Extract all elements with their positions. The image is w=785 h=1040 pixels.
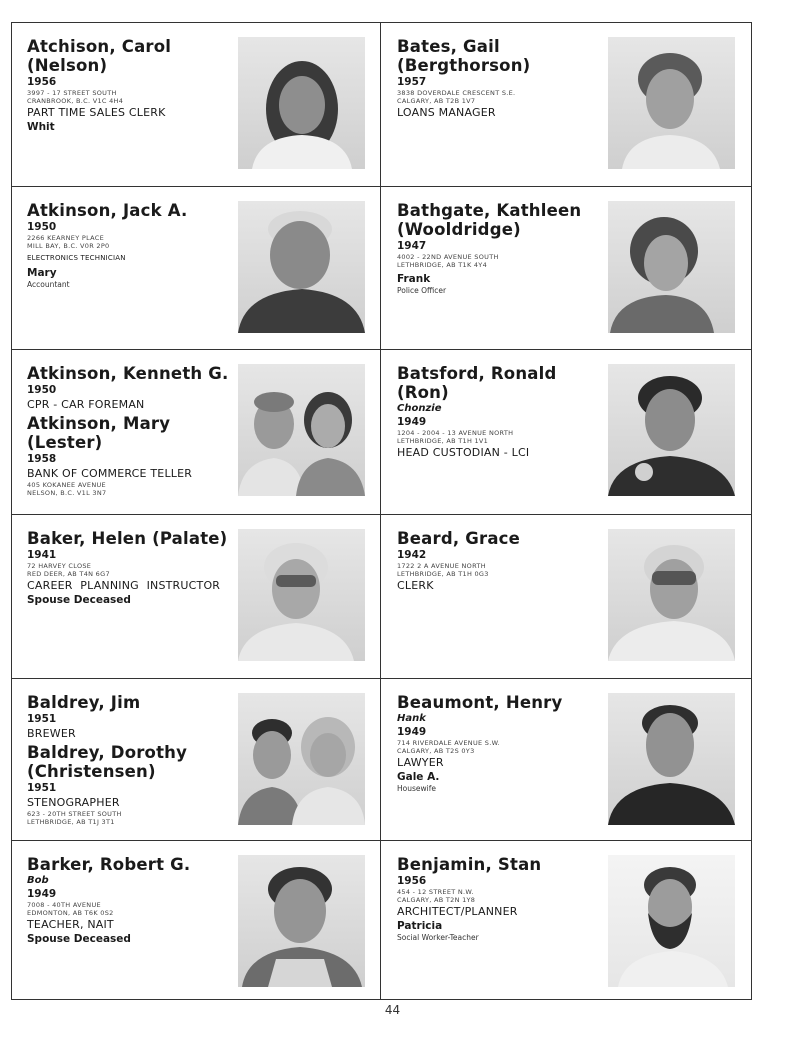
portrait-photo [608,37,735,169]
portrait-photo [238,37,365,169]
entry-occupation: CAREER PLANNING INSTRUCTOR [27,579,221,592]
entry-year: 1950 [27,384,57,396]
portrait-photo [608,693,735,825]
entry-year: 1947 [397,240,427,252]
entry-info [27,201,242,290]
entry-info [397,37,612,120]
entry-name: Bates, Gail [397,37,500,56]
entry-maiden-name: (Bergthorson) [397,56,531,75]
entry-info [397,364,612,460]
entry-name: Bathgate, Kathleen [397,201,582,220]
entry-second-name: Baldrey, Dorothy [27,743,188,762]
entry-address-line1: 3997 - 17 STREET SOUTH [27,89,117,97]
portrait-photo [238,201,365,333]
entry-info [397,855,612,943]
entry-year: 1956 [27,76,57,88]
entry-name: Barker, Robert G. [27,855,191,874]
entry-address-line2: CALGARY, AB T2S 0Y3 [397,747,475,755]
entry-occupation: PART TIME SALES CLERK [27,106,166,119]
portrait-photo [608,364,735,496]
entry-second-year: 1951 [27,782,57,794]
entry-occupation: ELECTRONICS TECHNICIAN [27,254,126,262]
yearbook-directory-grid [11,22,752,1000]
entry-second-name: Atkinson, Mary (Lester) [27,414,171,452]
entry-address-line1: 1722 2 A AVENUE NORTH [397,562,486,570]
entry-address-line1: 3838 DOVERDALE CRESCENT S.E. [397,89,516,97]
entry-address-line1: 714 RIVERDALE AVENUE S.W. [397,739,500,747]
entry-year: 1949 [397,726,427,738]
entry-address-line2: CRANBROOK, B.C. V1C 4H4 [27,97,124,105]
entry-nickname: Bob [27,875,49,886]
entry-occupation: HEAD CUSTODIAN - LCI [397,446,530,459]
entry-beard-grace [381,515,751,679]
entry-year: 1956 [397,875,427,887]
entry-occupation: LAWYER [397,756,444,769]
entry-occupation: ARCHITECT/PLANNER [397,905,518,918]
entry-benjamin-stan [381,841,751,999]
entry-maiden-name: (Wooldridge) [397,220,521,239]
page-number: 44 [384,1003,401,1017]
entry-occupation: CLERK [397,579,434,592]
entry-info [397,529,612,593]
entry-address-line1: 4002 - 22ND AVENUE SOUTH [397,253,499,261]
entry-year: 1941 [27,549,57,561]
entry-occupation: LOANS MANAGER [397,106,496,119]
portrait-photo [608,529,735,661]
entry-year: 1942 [397,549,427,561]
entry-spouse: Spouse Deceased [27,933,131,945]
entry-second-occupation: BANK OF COMMERCE TELLER [27,467,193,480]
entry-spouse: Frank [397,273,431,285]
entry-baldrey-jim-dorothy [12,679,381,841]
entry-occupation: TEACHER, NAIT [27,918,114,931]
entry-info [27,855,242,946]
portrait-photo [238,855,365,987]
entry-info [27,693,242,826]
entry-address-line1: 7008 - 40TH AVENUE [27,901,101,909]
entry-address-line1: 72 HARVEY CLOSE [27,562,92,570]
entry-address-line2: CALGARY, AB T2N 1Y8 [397,896,476,904]
entry-spouse: Mary [27,267,57,279]
entry-nickname: Chonzie [397,403,442,414]
entry-name: Atchison, Carol [27,37,172,56]
entry-info [27,364,242,497]
entry-spouse: Patricia [397,920,443,932]
entry-address-line2: LETHBRIDGE, AB T1K 4Y4 [397,261,488,269]
entry-name: Atkinson, Jack A. [27,201,188,220]
entry-bates-gail [381,23,751,187]
entry-address-line1: 623 - 20TH STREET SOUTH [27,810,122,818]
entry-second-occupation: STENOGRAPHER [27,796,120,809]
entry-address-line2: LETHBRIDGE, AB T1H 0G3 [397,570,489,578]
portrait-photo [608,201,735,333]
entry-address-line2: LETHBRIDGE, AB T1J 3T1 [27,818,115,826]
entry-bathgate-kathleen [381,187,751,350]
entry-atkinson-jack [12,187,381,350]
entry-name: Atkinson, Kenneth G. [27,364,229,383]
portrait-photo [238,529,365,661]
entry-address-line1: 2266 KEARNEY PLACE [27,234,105,242]
couple-photo [238,693,365,825]
entry-spouse-occupation: Accountant [27,280,70,289]
entry-atkinson-kenneth-mary [12,350,381,515]
entry-info [27,37,242,134]
entry-spouse: Gale A. [397,771,440,783]
entry-spouse-occupation: Social Worker-Teacher [397,933,479,942]
entry-name: Batsford, Ronald (Ron) [397,364,557,402]
entry-info [397,201,612,296]
entry-barker-robert [12,841,381,999]
entry-address-line1: 454 - 12 STREET N.W. [397,888,474,896]
entry-second-year: 1958 [27,453,57,465]
entry-nickname: Hank [397,713,426,724]
entry-maiden-name: (Nelson) [27,56,108,75]
entry-name: Beard, Grace [397,529,521,548]
entry-year: 1949 [27,888,57,900]
entry-address-line2: NELSON, B.C. V1L 3N7 [27,489,107,497]
entry-occupation: BREWER [27,727,76,740]
entry-atchison-carol [12,23,381,187]
entry-name: Benjamin, Stan [397,855,542,874]
entry-name: Beaumont, Henry [397,693,563,712]
entry-spouse-occupation: Police Officer [397,286,447,295]
entry-address-line1: 1204 - 2004 - 13 AVENUE NORTH [397,429,514,437]
entry-address-line2: RED DEER, AB T4N 6G7 [27,570,110,578]
entry-address-line2: MILL BAY, B.C. V0R 2P0 [27,242,110,250]
entry-baker-helen [12,515,381,679]
entry-address-line1: 405 KOKANEE AVENUE [27,481,106,489]
couple-photo [238,364,365,496]
entry-second-maiden-name: (Christensen) [27,762,156,781]
entry-occupation: CPR - CAR FOREMAN [27,398,145,411]
portrait-photo [608,855,735,987]
entry-address-line2: LETHBRIDGE, AB T1H 1V1 [397,437,489,445]
entry-info [27,529,242,607]
entry-year: 1949 [397,416,427,428]
entry-name: Baldrey, Jim [27,693,141,712]
entry-year: 1957 [397,76,427,88]
entry-info [397,693,612,794]
entry-address-line2: CALGARY, AB T2B 1V7 [397,97,476,105]
entry-year: 1951 [27,713,57,725]
entry-spouse: Spouse Deceased [27,594,131,606]
entry-year: 1950 [27,221,57,233]
entry-spouse-occupation: Housewife [397,784,436,793]
entry-address-line2: EDMONTON, AB T6K 0S2 [27,909,114,917]
entry-name: Baker, Helen (Palate) [27,529,228,548]
entry-batsford-ronald [381,350,751,515]
entry-beaumont-henry [381,679,751,841]
entry-spouse: Whit [27,121,55,133]
